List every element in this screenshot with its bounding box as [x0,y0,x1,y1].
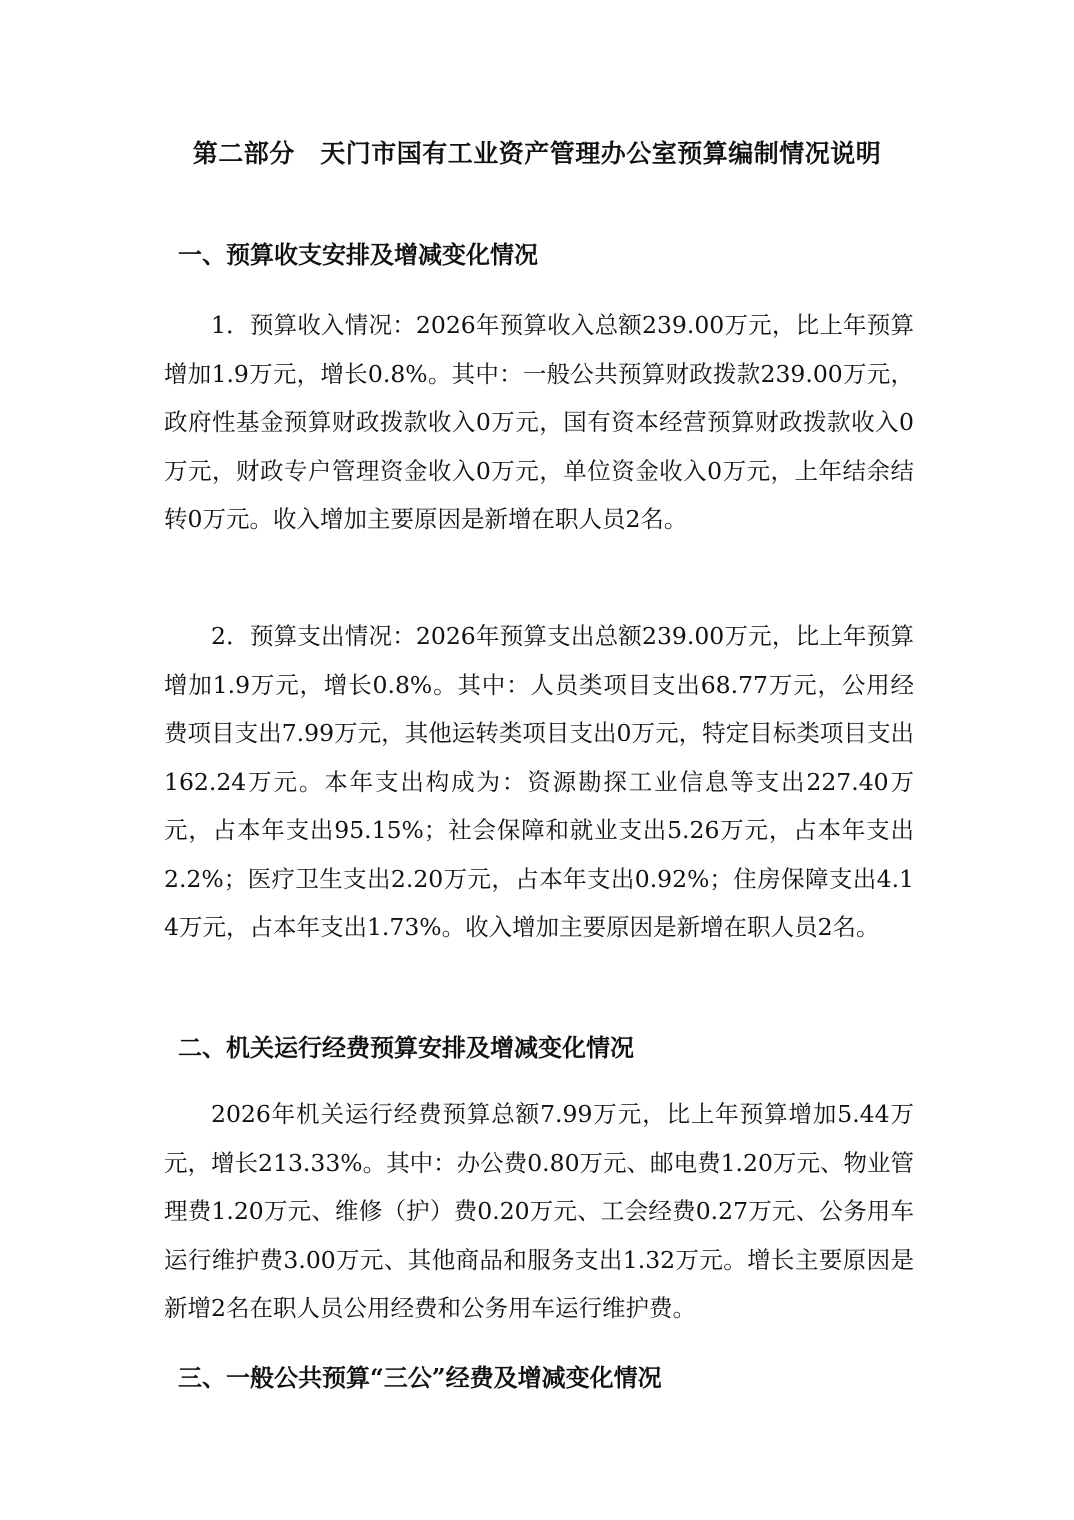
page-title: 第二部分 天门市国有工业资产管理办公室预算编制情况说明 [192,139,882,168]
section-heading-operating-expenses: 二、机关运行经费预算安排及增减变化情况 [178,1033,634,1062]
section-heading-budget-income-expense: 一、预算收支安排及增减变化情况 [178,240,538,269]
paragraph-operating-expenses: 2026年机关运行经费预算总额7.99万元，比上年预算增加5.44万元，增长213.33%。其中：办公费0.80万元、邮电费1.20万元、物业管理费1.20万元、维修（护）费0.20万元、工会经费0.27万元、公务用车运行维护费3.00万元、其他商品和服务支出1.32万元。增长主要原因是新增2名在职人员公用经费和公务用车运行维护费。 [164,1100,914,1322]
paragraph-budget-income: 1．预算收入情况：2026年预算收入总额239.00万元，比上年预算增加1.9万元，增长0.8%。其中：一般公共预算财政拨款239.00万元，政府性基金预算财政拨款收入0万元，国有资本经营预算财政拨款收入0万元，财政专户管理资金收入0万元，单位资金收入0万元，上年结余结转0万元。收入增加主要原因是新增在职人员2名。 [164,311,914,533]
section-heading-three-public-expenses: 三、一般公共预算“三公”经费及增减变化情况 [178,1363,662,1392]
paragraph-budget-expense: 2．预算支出情况：2026年预算支出总额239.00万元，比上年预算增加1.9万元，增长0.8%。其中：人员类项目支出68.77万元，公用经费项目支出7.99万元，其他运转类项目支出0万元，特定目标类项目支出162.24万元。本年支出构成为：资源勘探工业信息等支出227.40万元，占本年支出95.15%；社会保障和就业支出5.26万元，占本年支出2.2%；医疗卫生支出2.20万元，占本年支出0.92%；住房保障支出4.14万元，占本年支出1.73%。收入增加主要原因是新增在职人员2名。 [164,622,914,941]
